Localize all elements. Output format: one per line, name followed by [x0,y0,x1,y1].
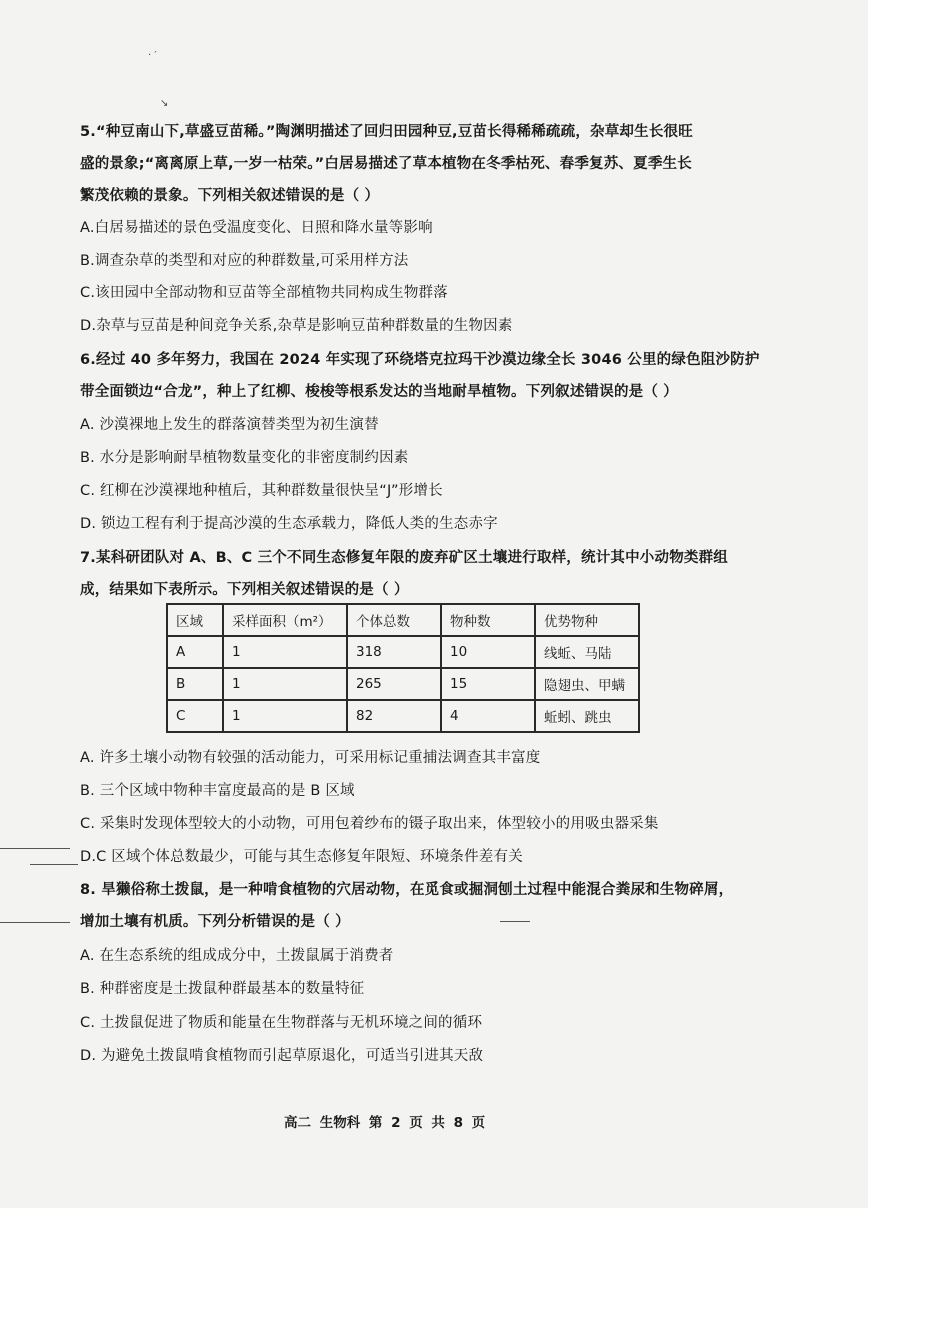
table-cell: A [167,636,223,668]
scan-mark [0,922,70,923]
table-row [167,636,639,668]
q8-option-a: A. 在生态系统的组成成分中，土拨鼠属于消费者 [80,948,394,964]
table-header-row [167,604,639,636]
table-row [167,700,639,732]
q7-line-1: 7.某科研团队对 A、B、C 三个不同生态修复年限的废弃矿区土壤进行取样，统计其中小动物类群组 [80,550,729,566]
table-cell: 15 [441,668,535,700]
q8-line-1: 8. 旱獭俗称土拨鼠，是一种啃食植物的穴居动物，在觅食或掘洞刨土过程中能混合粪尿和生物碎屑， [80,882,734,898]
table-row [167,668,639,700]
q5-option-b: B.调查杂草的类型和对应的种群数量,可采用样方法 [80,253,409,269]
q6-option-c: C. 红柳在沙漠裸地种植后，其种群数量很快呈“J”形增长 [80,483,443,499]
q7-option-b: B. 三个区域中物种丰富度最高的是 B 区域 [80,783,355,799]
scan-mark [30,864,78,865]
table-cell: 隐翅虫、甲螨 [535,668,639,700]
table-cell: 蚯蚓、跳虫 [535,700,639,732]
scan-speck: · ′ [148,50,157,61]
table-cell: C [167,700,223,732]
q5-line-1: 5.“种豆南山下,草盛豆苗稀。”陶渊明描述了回归田园种豆,豆苗长得稀稀疏疏，杂草却生长很旺 [80,124,693,140]
q5-option-a: A.白居易描述的景色受温度变化、日照和降水量等影响 [80,220,433,236]
table-cell: 318 [347,636,441,668]
scan-speck: ↘ [160,98,169,109]
q5-option-c: C.该田园中全部动物和豆苗等全部植物共同构成生物群落 [80,285,448,301]
soil-animal-table [166,603,640,733]
table-cell: 265 [347,668,441,700]
page-footer: 高二 生物科 第 2 页 共 8 页 [284,1115,486,1131]
table-cell: 线蚯、马陆 [535,636,639,668]
q7-option-d: D.C 区域个体总数最少，可能与其生态修复年限短、环境条件差有关 [80,849,523,865]
table-header: 个体总数 [347,604,441,636]
table-cell: 1 [223,668,347,700]
table-cell: 1 [223,636,347,668]
table-cell: 82 [347,700,441,732]
q8-line-2: 增加土壤有机质。下列分析错误的是（ ） [80,914,350,930]
table-header: 采样面积（m²） [223,604,347,636]
table-cell: 4 [441,700,535,732]
q8-option-b: B. 种群密度是土拨鼠种群最基本的数量特征 [80,981,365,997]
q5-line-3: 繁茂依赖的景象。下列相关叙述错误的是（ ） [80,188,380,204]
scan-mark [0,848,70,849]
table-cell: 10 [441,636,535,668]
table-header: 优势物种 [535,604,639,636]
q6-line-1: 6.经过 40 多年努力，我国在 2024 年实现了环绕塔克拉玛干沙漠边缘全长 3046 公里的绿色阻沙防护 [80,352,760,368]
table-header: 物种数 [441,604,535,636]
q6-option-d: D. 锁边工程有利于提高沙漠的生态承载力，降低人类的生态赤字 [80,516,498,532]
q5-line-2: 盛的景象;“离离原上草,一岁一枯荣。”白居易描述了草本植物在冬季枯死、春季复苏、夏季生长 [80,156,692,172]
q6-option-a: A. 沙漠裸地上发生的群落演替类型为初生演替 [80,417,379,433]
q7-option-c: C. 采集时发现体型较大的小动物，可用包着纱布的镊子取出来，体型较小的用吸虫器采集 [80,816,659,832]
table-cell: B [167,668,223,700]
q8-option-c: C. 土拨鼠促进了物质和能量在生物群落与无机环境之间的循环 [80,1015,483,1031]
table-cell: 1 [223,700,347,732]
q6-line-2: 带全面锁边“合龙”，种上了红柳、梭梭等根系发达的当地耐旱植物。下列叙述错误的是（ ） [80,384,679,400]
q6-option-b: B. 水分是影响耐旱植物数量变化的非密度制约因素 [80,450,409,466]
q5-option-d: D.杂草与豆苗是种间竞争关系,杂草是影响豆苗种群数量的生物因素 [80,318,513,334]
q7-option-a: A. 许多土壤小动物有较强的活动能力，可采用标记重捕法调查其丰富度 [80,750,541,766]
q7-line-2: 成，结果如下表所示。下列相关叙述错误的是（ ） [80,582,409,598]
scan-mark [500,921,530,922]
q8-option-d: D. 为避免土拨鼠啃食植物而引起草原退化，可适当引进其天敌 [80,1048,484,1064]
table-header: 区域 [167,604,223,636]
